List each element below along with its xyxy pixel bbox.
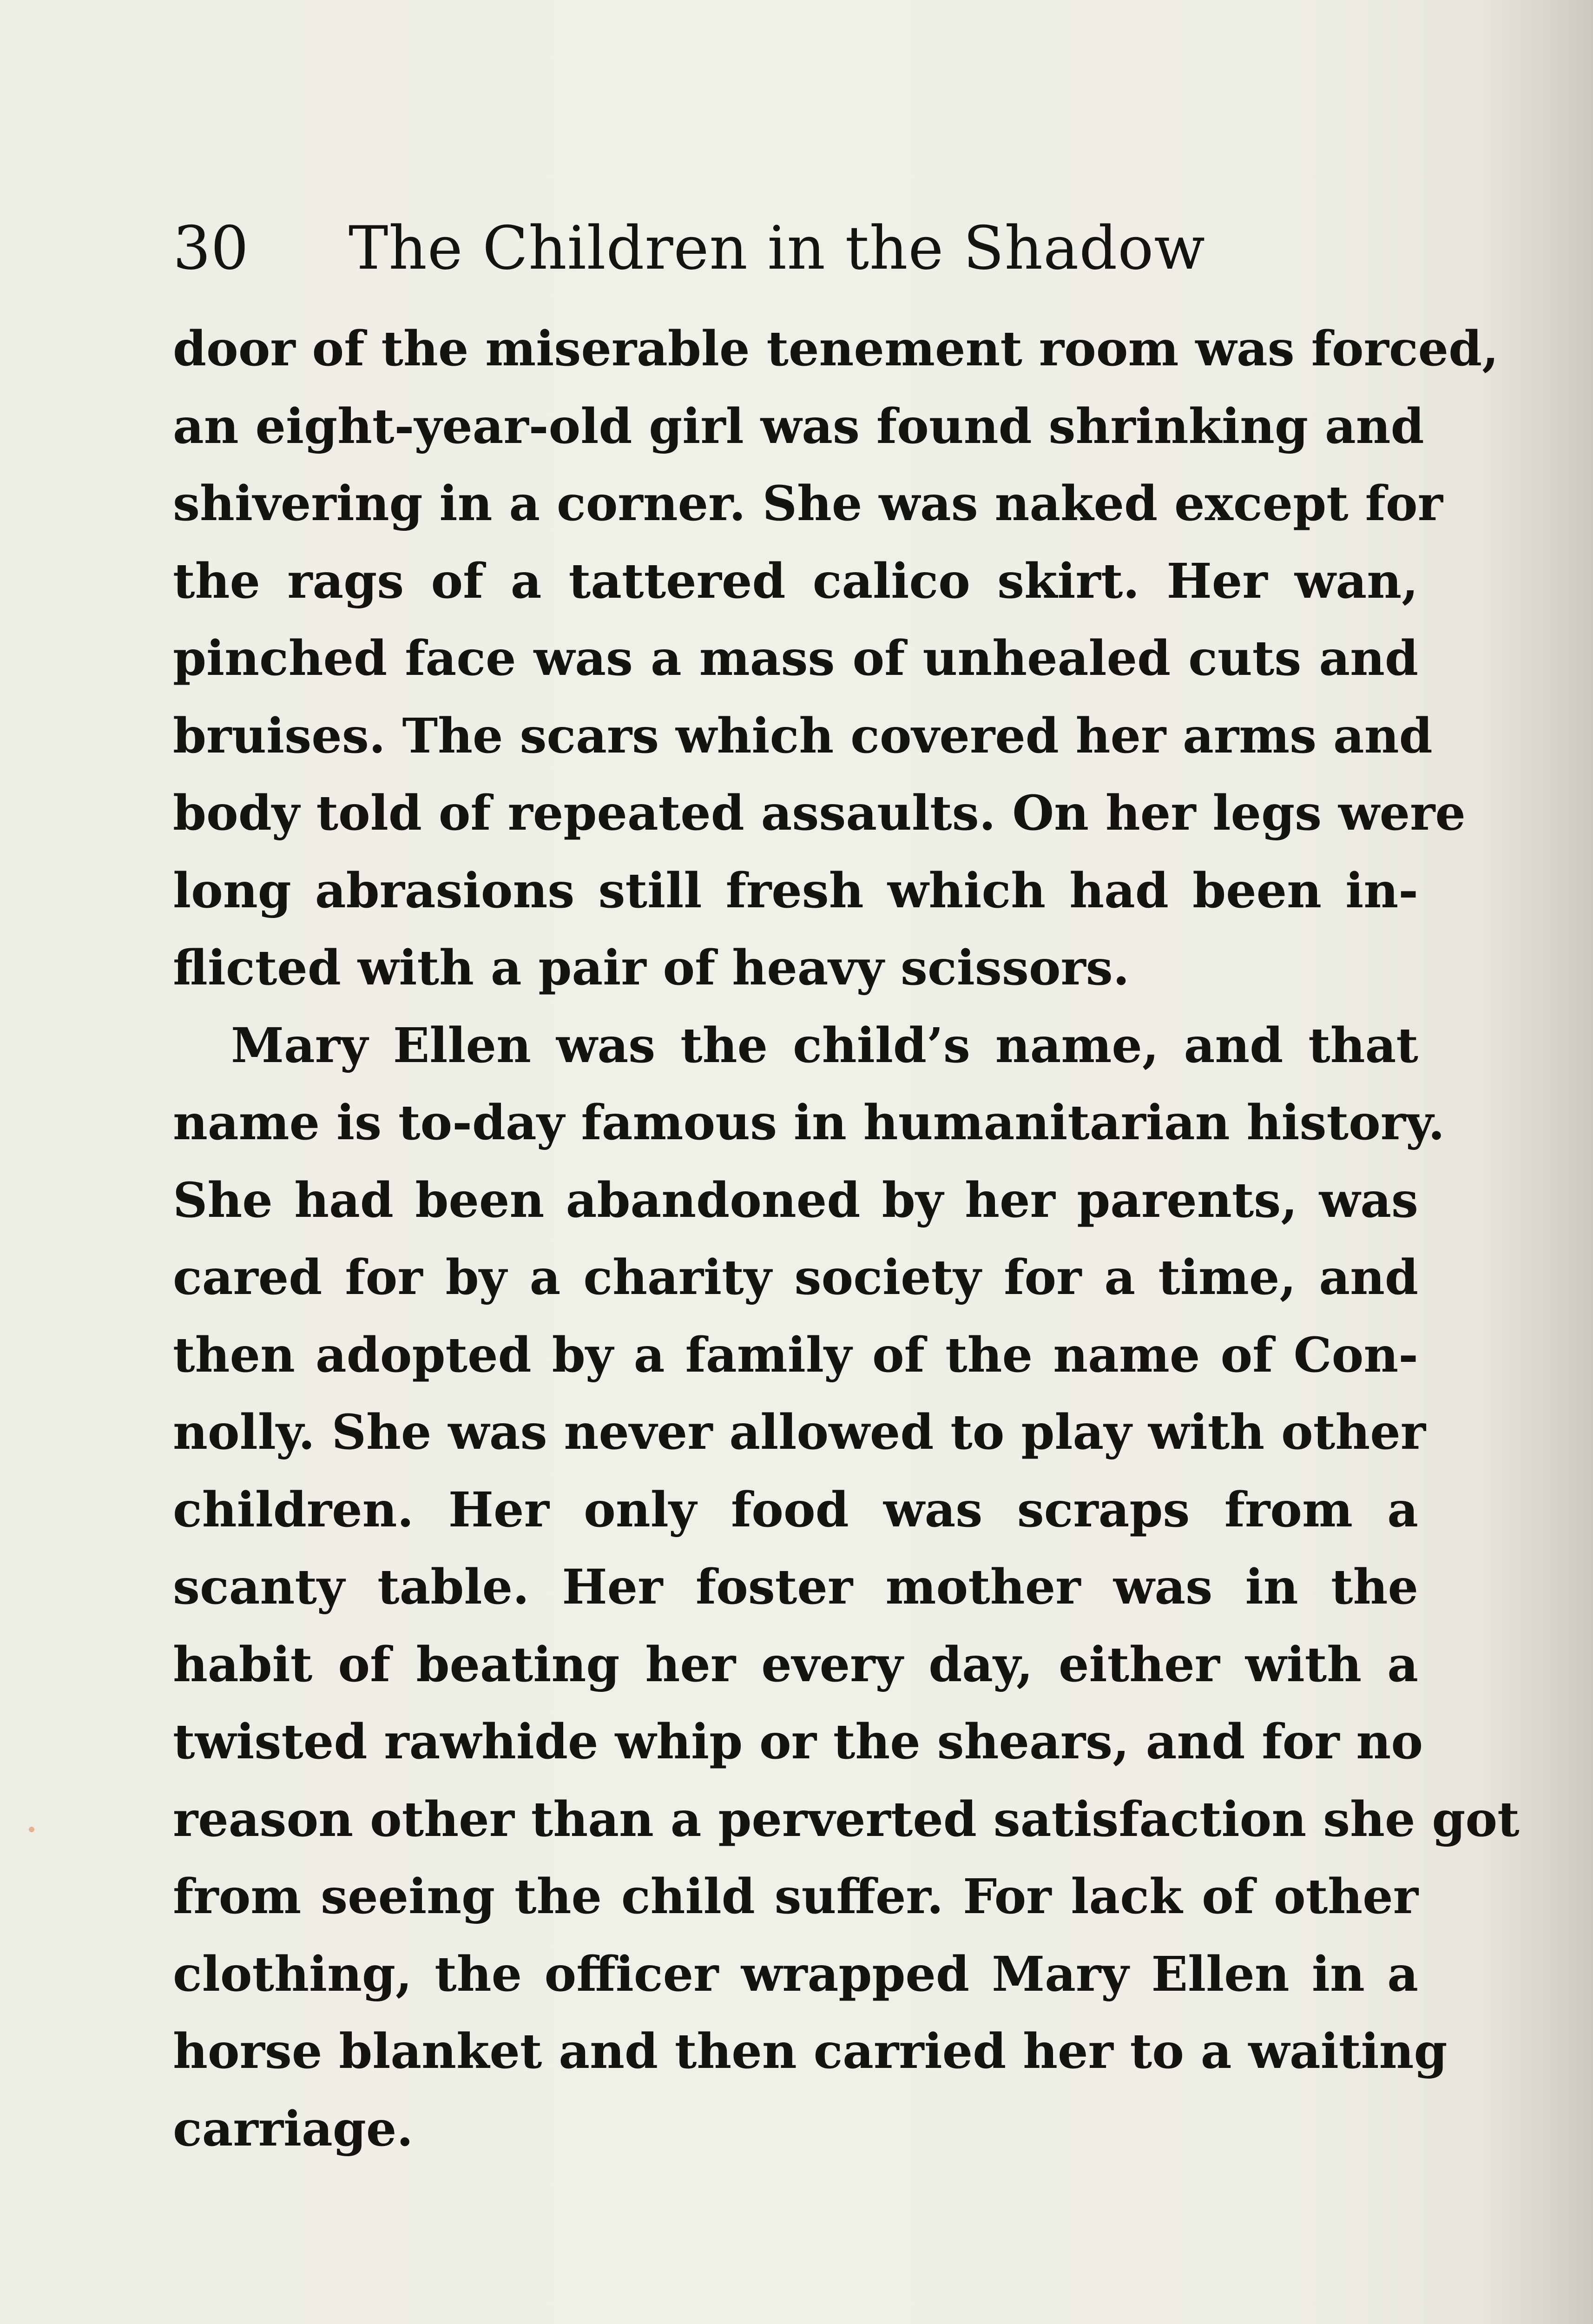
text-line: from seeing the child suffer. For lack of other <box>173 1868 1418 1925</box>
text-line: carriage. <box>173 2100 414 2157</box>
paragraph <box>173 1007 1520 2168</box>
text-line: clothing, the officer wrapped Mary Ellen in a <box>173 1946 1418 2002</box>
text-line: shivering in a corner. She was naked except for <box>173 475 1443 532</box>
text-line: bruises. The scars which covered her arms and <box>173 707 1433 764</box>
text-line: flicted with a pair of heavy scissors. <box>173 940 1130 996</box>
running-title: The Children in the Shadow <box>349 214 1205 283</box>
text-line: twisted rawhide whip or the shears, and for no <box>173 1714 1423 1770</box>
text-line: horse blanket and then carried her to a waiting <box>173 2023 1448 2080</box>
paragraph <box>173 310 1499 1007</box>
text-line: then adopted by a family of the name of Con- <box>173 1327 1418 1383</box>
text-line: body told of repeated assaults. On her legs were <box>173 785 1466 841</box>
text-line: an eight-year-old girl was found shrinking and <box>173 398 1424 455</box>
text-line: long abrasions still fresh which had been in- <box>173 862 1418 919</box>
text-line: cared for by a charity society for a time, and <box>173 1249 1418 1306</box>
text-line: reason other than a perverted satisfaction she got <box>173 1791 1520 1848</box>
page-header <box>173 200 1418 297</box>
text-line: nolly. She was never allowed to play with other <box>173 1404 1426 1460</box>
text-line: children. Her only food was scraps from a <box>173 1481 1418 1538</box>
text-line: She had been abandoned by her parents, was <box>173 1172 1418 1228</box>
page-number: 30 <box>173 214 249 283</box>
text-line: scanty table. Her foster mother was in the <box>173 1559 1418 1615</box>
text-line: name is to-day famous in humanitarian history. <box>173 1095 1445 1151</box>
text-line: door of the miserable tenement room was forced, <box>173 321 1499 377</box>
body-text <box>173 310 1520 2168</box>
text-line: the rags of a tattered calico skirt. Her wan, <box>173 553 1418 609</box>
text-line: habit of beating her every day, either with a <box>173 1636 1418 1693</box>
ink-speck <box>29 1827 34 1832</box>
text-line: pinched face was a mass of unhealed cuts and <box>173 630 1418 687</box>
text-line: Mary Ellen was the child’s name, and that <box>231 1017 1418 1074</box>
